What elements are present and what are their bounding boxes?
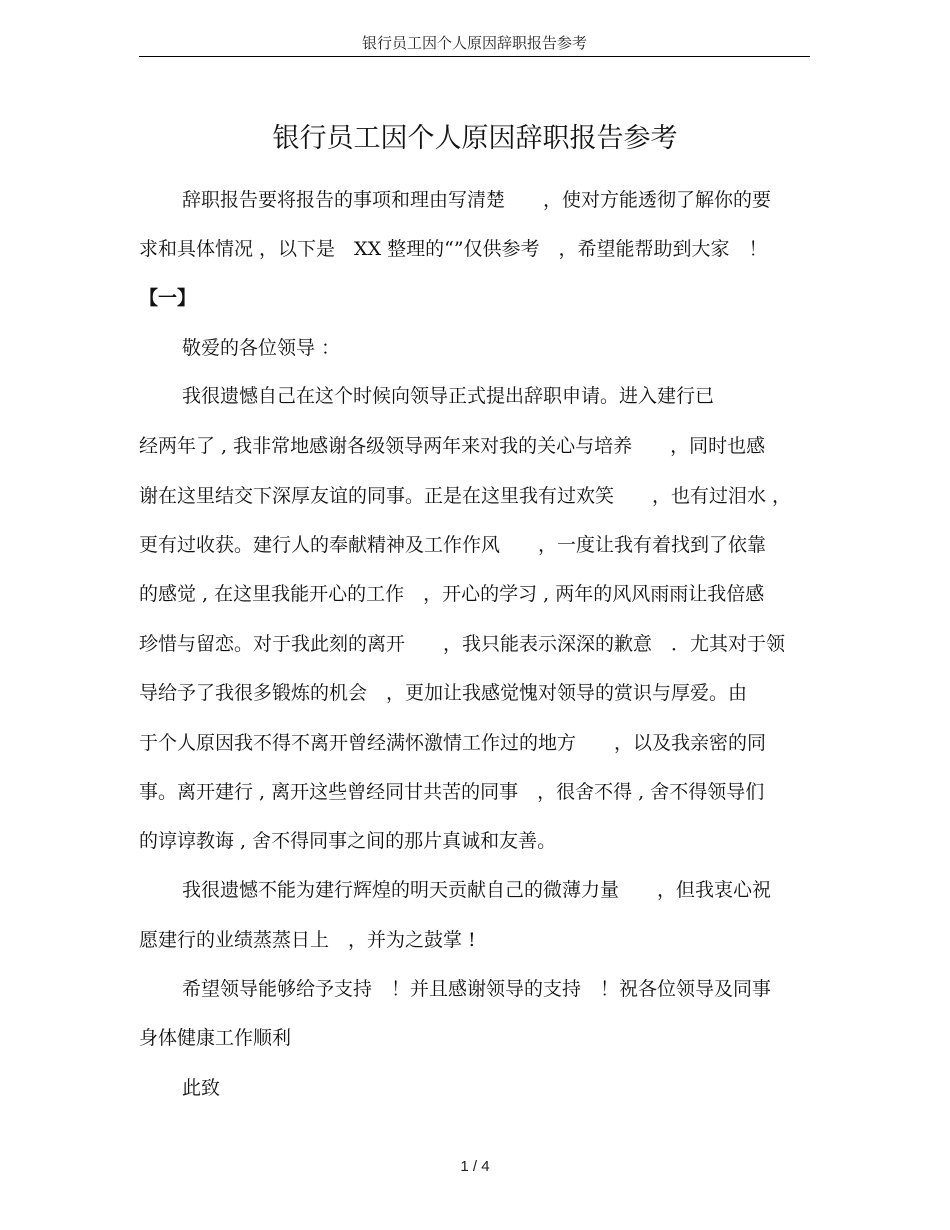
body-line: 珍惜与留恋。对于我此刻的离开 ，我只能表示深深的歉意 ．尤其对于领: [139, 633, 786, 655]
body-line: 愿建行的业绩蒸蒸日上 ，并为之鼓掌 !: [139, 929, 476, 951]
document-title: 银行员工因个人原因辞职报告参考: [272, 123, 678, 154]
body-line: 经两年了 , 我非常地感谢各级领导两年来对我的关心与培养 ，同时也感: [139, 435, 766, 457]
body-line: 求和具体情况 ，以下是 XX 整理的“”仅供参考 ，希望能帮助到大家 ！: [139, 238, 768, 260]
body-line: 导给予了我很多锻炼的机会 ，更加让我感觉愧对领导的赏识与厚爱。由: [139, 682, 748, 704]
body-line: 辞职报告要将报告的事项和理由写清楚 ，使对方能透彻了解你的要: [182, 189, 772, 211]
body-line: 于个人原因我不得不离开曾经满怀激情工作过的地方 ，以及我亲密的同: [139, 732, 767, 754]
body-line: 的感觉 , 在这里我能开心的工作 ，开心的学习 , 两年的风风雨雨让我倍感: [139, 583, 765, 605]
body-line: 的谆谆教诲 , 舍不得同事之间的那片真诚和友善。: [139, 830, 557, 852]
body-line: 我很遗憾不能为建行辉煌的明天贡献自己的微薄力量 ，但我衷心祝: [182, 879, 772, 901]
page-number: 1 / 4: [460, 1158, 490, 1175]
closing-line: 此致: [182, 1077, 221, 1099]
body-line: 谢在这里结交下深厚友谊的同事。正是在这里我有过欢笑 ，也有过泪水 ，: [139, 485, 792, 507]
body-line: 我很遗憾自己在这个时候向领导正式提出辞职申请。进入建行已: [182, 385, 715, 407]
body-line: 更有过收获。建行人的奉献精神及工作作风 ，一度让我有着找到了依靠: [139, 534, 767, 556]
running-header: 银行员工因个人原因辞职报告参考: [361, 34, 587, 52]
header-rule: [139, 56, 810, 57]
section-heading: 【一】: [139, 287, 197, 309]
body-line: 身体健康工作顺利: [139, 1027, 292, 1049]
body-line: 希望领导能够给予支持 ！并且感谢领导的支持 ！祝各位领导及同事: [182, 978, 772, 1000]
body-line: 事。离开建行 , 离开这些曾经同甘共苦的同事 ，很舍不得 , 舍不得领导们: [139, 781, 765, 803]
salutation: 敬爱的各位领导 ：: [182, 337, 341, 359]
